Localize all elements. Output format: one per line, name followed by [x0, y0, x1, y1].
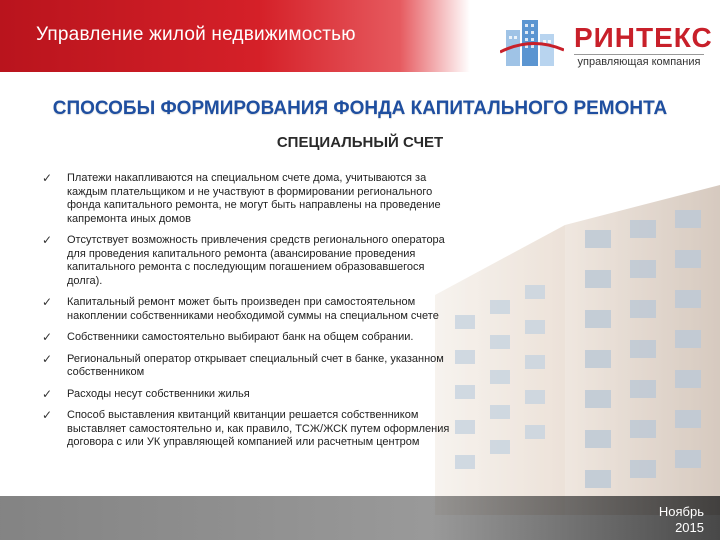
logo-name: РИНТЕКС — [574, 22, 713, 53]
bullet-list — [42, 172, 452, 458]
list-item — [42, 296, 452, 323]
footer-year: 2015 — [675, 520, 704, 535]
slide-title: СПОСОБЫ ФОРМИРОВАНИЯ ФОНДА КАПИТАЛЬНОГО РЕМОНТА — [52, 98, 668, 119]
list-item-text: Собственники самостоятельно выбирают банк на общем собрании. — [67, 331, 414, 343]
list-item-text: Отсутствует возможность привлечения средств регионального оператора для проведения капитального ремонта (авансирование проведения капитального ремонта с последующим погашением образовавшегося долга). — [67, 234, 445, 287]
footer-date — [624, 504, 704, 536]
list-item — [42, 234, 452, 288]
list-item — [42, 172, 452, 226]
footer-bar — [0, 496, 720, 540]
checkmark-icon: ✓ — [42, 171, 53, 185]
logo-divider — [574, 54, 704, 55]
footer-month: Ноябрь — [658, 504, 704, 519]
list-item-text: Расходы несут собственники жилья — [67, 387, 250, 400]
checkmark-icon: ✓ — [42, 233, 53, 247]
checkmark-icon: ✓ — [42, 408, 53, 422]
checkmark-icon: ✓ — [42, 386, 53, 401]
slide-subtitle: СПЕЦИАЛЬНЫЙ СЧЕТ — [276, 134, 444, 151]
checkmark-icon: ✓ — [42, 295, 53, 309]
logo-subtitle: управляющая компания — [577, 56, 701, 68]
list-item — [42, 353, 452, 380]
list-item — [42, 388, 452, 402]
list-item-text: Платежи накапливаются на специальном счете дома, учитываются за каждым плательщиком и не участвуют в формировании регионального фонда капитального ремонта, не могут быть направлены на проведение капремонта иных домов — [67, 172, 441, 225]
header-bar — [0, 0, 470, 72]
building-logo-icon — [500, 16, 564, 68]
list-item — [42, 331, 452, 345]
checkmark-icon: ✓ — [42, 330, 53, 344]
header-title: Управление жилой недвижимостью — [36, 24, 356, 45]
list-item — [42, 409, 452, 450]
list-item-text: Способ выставления квитанций квитанции решается собственником выставляет самостоятельно и, как правило, ТСЖ/ЖСК путем оформления договора с или УК управляющей компанией или расчетным центром — [67, 409, 450, 448]
list-item-text: Капитальный ремонт может быть произведен при самостоятельном накоплении собственниками необходимой суммы на специальном счете — [67, 296, 439, 322]
checkmark-icon: ✓ — [42, 351, 53, 366]
list-item-text: Региональный оператор открывает специальный счет в банке, указанном собственником — [67, 352, 444, 378]
company-logo — [500, 16, 713, 68]
